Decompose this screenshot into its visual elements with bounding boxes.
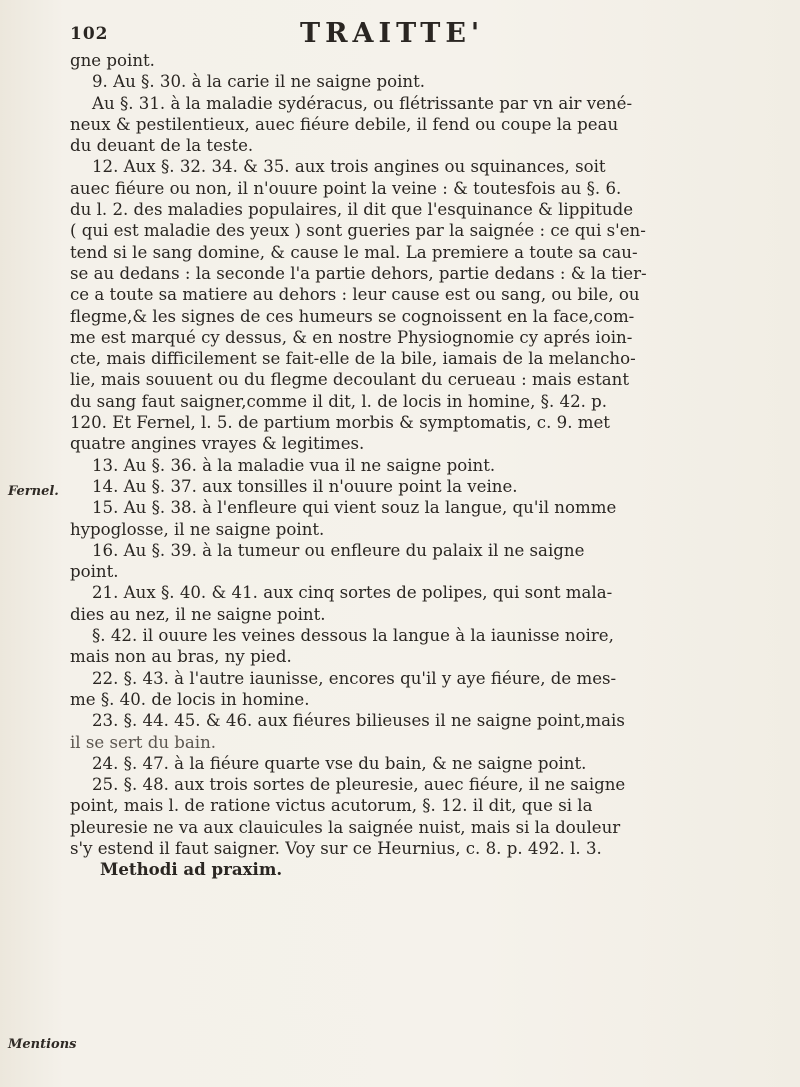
text-line: 13. Au §. 36. à la maladie vua il ne saigne point. <box>92 455 496 475</box>
text-line: §. 42. il ouure les veines dessous la langue à la iaunisse noire, <box>92 626 614 646</box>
text-line: 21. Aux §. 40. & 41. aux cinq sortes de polipes, qui sont mala- <box>92 583 613 603</box>
text-line: pleuresie ne va aux clauicules la saignée nuist, mais si la douleur <box>70 817 621 837</box>
text-line: gne point. <box>70 51 155 70</box>
text-line: point, mais l. de ratione victus acutorum, §. 12. il dit, que si la <box>70 796 593 816</box>
page-header <box>70 18 770 52</box>
text-line: se au dedans : la seconde l'a partie dehors, partie dedans : & la tier- <box>70 263 647 283</box>
running-title: TRAITTE' <box>300 18 485 49</box>
text-line: dies au nez, il ne saigne point. <box>70 604 326 624</box>
text-line: cte, mais difficilement se fait-elle de la bile, iamais de la melancho- <box>70 349 636 369</box>
text-line: ce a toute sa matiere au dehors : leur cause est ou sang, ou bile, ou <box>70 285 640 305</box>
text-line: Methodi ad praxim. <box>100 859 283 880</box>
body-text <box>70 50 775 881</box>
text-line: 23. §. 44. 45. & 46. aux fiéures bilieuses il ne saigne point,mais <box>92 711 625 731</box>
text-line: tend si le sang domine, & cause le mal. La premiere a toute sa cau- <box>70 242 638 262</box>
text-line: quatre angines vrayes & legitimes. <box>70 434 365 454</box>
text-line: 12. Aux §. 32. 34. & 35. aux trois angines ou squinances, soit <box>92 157 606 177</box>
text-line: s'y estend il faut saigner. Voy sur ce Heurnius, c. 8. p. 492. l. 3. <box>70 838 602 858</box>
text-line: Au §. 31. à la maladie sydéracus, ou flétrissante par vn air vené- <box>92 93 633 113</box>
text-line: lie, mais souuent ou du flegme decoulant du cerueau : mais estant <box>70 370 629 390</box>
text-line: mais non au bras, ny pied. <box>70 647 292 667</box>
margin-note-mentions: Mentions <box>8 1037 77 1052</box>
text-line: 25. §. 48. aux trois sortes de pleuresie, auec fiéure, il ne saigne <box>92 775 626 795</box>
text-line: auec fiéure ou non, il n'ouure point la veine : & toutesfois au §. 6. <box>70 178 622 198</box>
text-line: point. <box>70 562 119 582</box>
text-line: ( qui est maladie des yeux ) sont gueries par la saignée : ce qui s'en- <box>70 221 646 241</box>
text-line: hypoglosse, il ne saigne point. <box>70 519 325 539</box>
text-line: 120. Et Fernel, l. 5. de partium morbis & symptomatis, c. 9. met <box>70 413 610 433</box>
text-line: 24. §. 47. à la fiéure quarte vse du bain, & ne saigne point. <box>92 753 587 773</box>
text-line: me est marqué cy dessus, & en nostre Physiognomie cy aprés ioin- <box>70 327 633 347</box>
text-line: du deuant de la teste. <box>70 136 254 156</box>
text-line: neux & pestilentieux, auec fiéure debile, il fend ou coupe la peau <box>70 114 619 134</box>
text-line: il se sert du bain. <box>70 732 217 752</box>
text-line: 15. Au §. 38. à l'enfleure qui vient souz la langue, qu'il nomme <box>92 498 617 518</box>
margin-note-fernel: Fernel. <box>8 484 59 499</box>
text-line: me §. 40. de locis in homine. <box>70 689 310 709</box>
text-line: 14. Au §. 37. aux tonsilles il n'ouure point la veine. <box>92 476 518 496</box>
page-number: 102 <box>70 24 109 44</box>
text-line: du l. 2. des maladies populaires, il dit que l'esquinance & lippitude <box>70 200 634 220</box>
text-line: du sang faut saigner,comme il dit, l. de locis in homine, §. 42. p. <box>70 391 608 411</box>
text-line: flegme,& les signes de ces humeurs se cognoissent en la face,com- <box>70 306 635 326</box>
text-line: 9. Au §. 30. à la carie il ne saigne point. <box>92 72 426 92</box>
text-line: 16. Au §. 39. à la tumeur ou enfleure du palaix il ne saigne <box>92 540 585 560</box>
text-line: 22. §. 43. à l'autre iaunisse, encores qu'il y aye fiéure, de mes- <box>92 668 617 688</box>
